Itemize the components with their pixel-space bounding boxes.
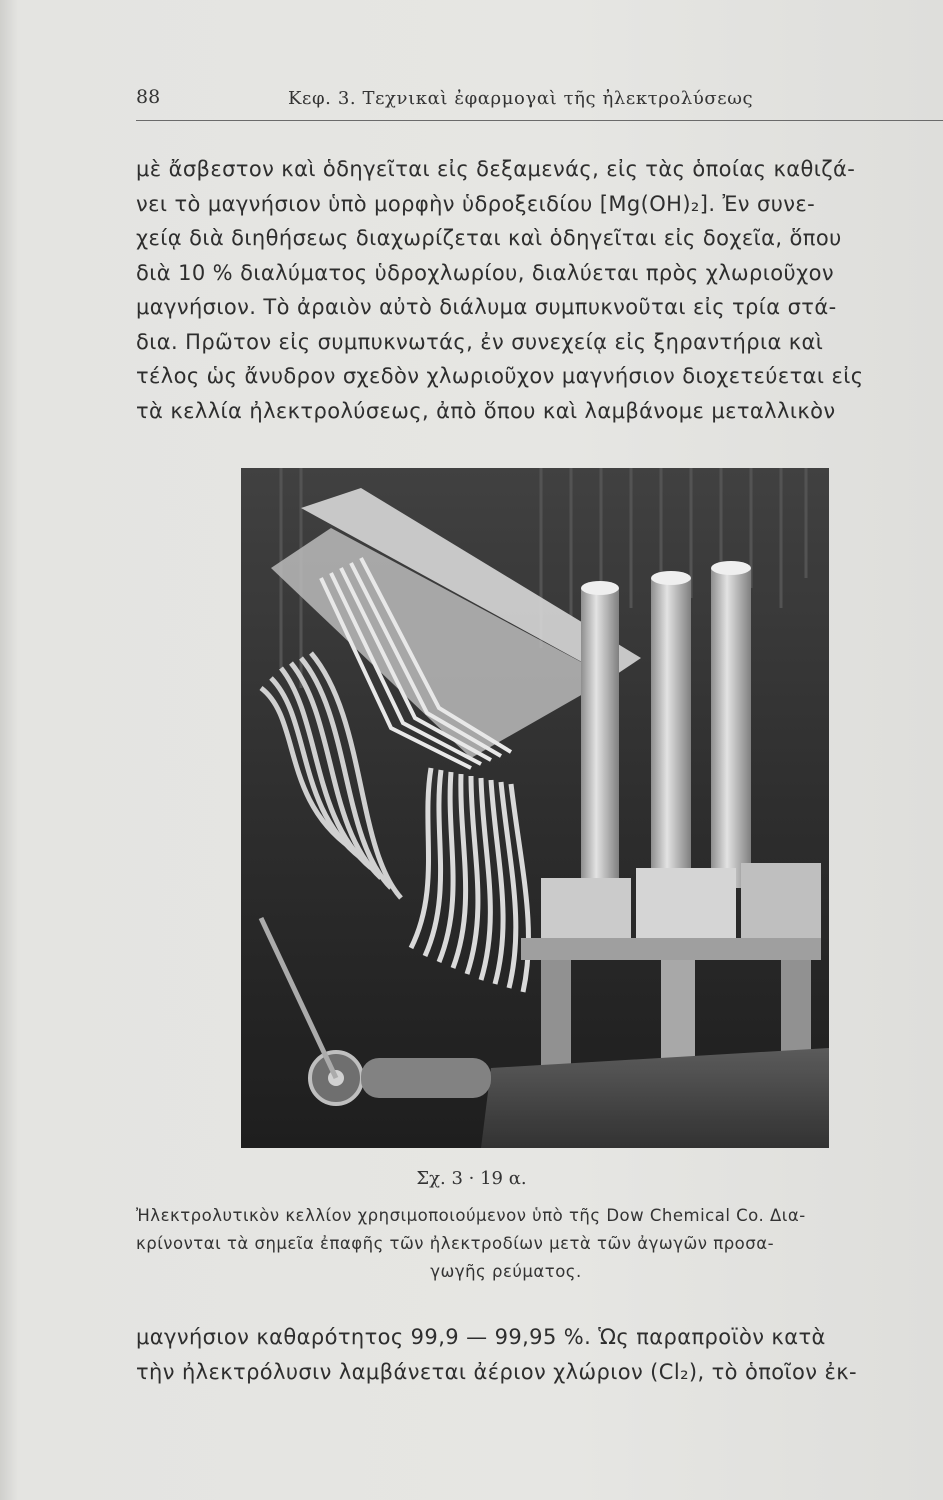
page-number: 88 xyxy=(136,86,161,108)
caption-line: κρίνονται τὰ σημεῖα ἐπαφῆς τῶν ἠλεκτροδίων μετὰ τῶν ἀγωγῶν προσα- xyxy=(136,1234,775,1253)
text-line: τὰ κελλία ἠλεκτρολύσεως, ἀπὸ ὅπου καὶ λαμβάνομε μεταλλικὸν xyxy=(136,398,836,423)
running-title: Κεφ. 3. Τεχνικαὶ ἐφαρμογαὶ τῆς ἠλεκτρολύσεως xyxy=(288,88,754,109)
text-line: δια. Πρῶτον εἰς συμπυκνωτάς, ἐν συνεχείᾳ εἰς ξηραντήρια καὶ xyxy=(136,329,824,354)
caption-line: Ἠλεκτρολυτικὸν κελλίον χρησιμοποιούμενον ὑπὸ τῆς Dow Chemical Co. Δια- xyxy=(136,1206,806,1225)
caption-line: γωγῆς ρεύματος. xyxy=(430,1262,582,1281)
body-paragraph-top xyxy=(136,152,936,428)
text-line: μὲ ἄσβεστον καὶ ὁδηγεῖται εἰς δεξαμενάς, εἰς τὰς ὁποίας καθιζά- xyxy=(136,157,856,181)
body-paragraph-bottom xyxy=(136,1320,936,1389)
figure-caption xyxy=(136,1202,936,1286)
text-line: τέλος ὡς ἄνυδρον σχεδὸν χλωριοῦχον μαγνήσιον διοχετεύεται εἰς xyxy=(136,364,864,388)
electrolytic-cell-photo xyxy=(241,468,829,1148)
text-line: διὰ 10 % διαλύματος ὑδροχλωρίου, διαλύεται πρὸς χλωριοῦχον xyxy=(136,260,834,285)
text-line: μαγνήσιον. Τὸ ἀραιὸν αὐτὸ διάλυμα συμπυκνοῦται εἰς τρία στά- xyxy=(136,295,837,319)
figure-label: Σχ. 3 · 19 α. xyxy=(416,1168,527,1189)
header-rule xyxy=(136,120,943,121)
text-line: τὴν ἠλεκτρόλυσιν λαμβάνεται ἀέριον χλώριον (Cl₂), τὸ ὁποῖον ἐκ- xyxy=(136,1359,858,1384)
page-header xyxy=(136,86,943,126)
text-line: χείᾳ διὰ διηθήσεως διαχωρίζεται καὶ ὁδηγεῖται εἰς δοχεῖα, ὅπου xyxy=(136,226,842,250)
text-line: μαγνήσιον καθαρότητος 99,9 — 99,95 %. Ὡς παραπροϊὸν κατὰ xyxy=(136,1325,826,1349)
text-line: νει τὸ μαγνήσιον ὑπὸ μορφὴν ὑδροξειδίου [Mg(OH)₂]. Ἐν συνε- xyxy=(136,191,816,216)
